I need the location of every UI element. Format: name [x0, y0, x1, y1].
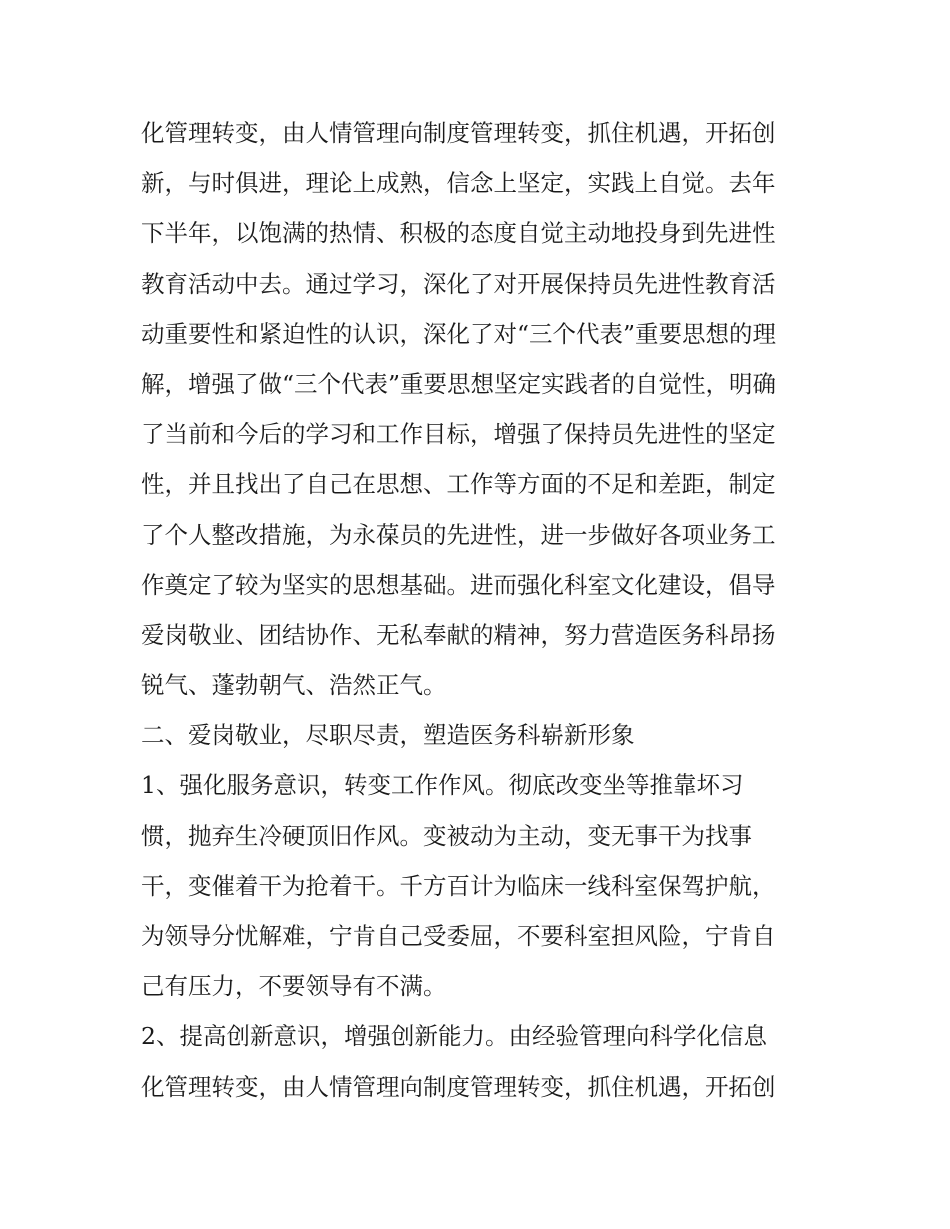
- text-line: 化管理转变，由人情管理向制度管理转变，抓住机遇，开拓创: [141, 119, 776, 147]
- text-line: 惯，抛弃生冷硬顶旧作风。变被动为主动，变无事干为找事: [141, 821, 752, 850]
- text-line: 性，并且找出了自己在思想、工作等方面的不足和差距，制定: [141, 470, 776, 499]
- text-line: 了个人整改措施，为永葆员的先进性，进一步做好各项业务工: [141, 520, 776, 549]
- text-line: 锐气、蓬勃朝气、浩然正气。: [141, 671, 447, 700]
- text-line: 为领导分忧解难，宁肯自己受委屈，不要科室担风险，宁肯自: [141, 922, 776, 950]
- text-line: 动重要性和紧迫性的认识，深化了对“三个代表”重要思想的理: [141, 319, 777, 348]
- body-text: [141, 108, 821, 1112]
- text-line: 下半年，以饱满的热情、积极的态度自觉主动地投身到先进性: [141, 219, 776, 248]
- text-line: 解，增强了做“三个代表”重要思想坚定实践者的自觉性，明确: [141, 369, 777, 398]
- text-line: 爱岗敬业、团结协作、无私奉献的精神，努力营造医务科昂扬: [141, 620, 776, 649]
- text-line: 1、强化服务意识，转变工作作风。彻底改变坐等推靠坏习: [141, 771, 744, 800]
- text-line: 化管理转变，由人情管理向制度管理转变，抓住机遇，开拓创: [141, 1072, 776, 1101]
- section-heading: 二、爱岗敬业，尽职尽责，塑造医务科崭新形象: [141, 721, 635, 750]
- text-line: 了当前和今后的学习和工作目标，增强了保持员先进性的坚定: [141, 420, 776, 449]
- text-line: 作奠定了较为坚实的思想基础。进而强化科室文化建设，倡导: [141, 570, 776, 599]
- text-line: 干，变催着干为抢着干。千方百计为临床一线科室保驾护航，: [141, 871, 776, 900]
- text-line: 教育活动中去。通过学习，深化了对开展保持员先进性教育活: [141, 269, 776, 298]
- text-line: 己有压力，不要领导有不满。: [141, 972, 447, 1001]
- text-line: 新，与时俱进，理论上成熟，信念上坚定，实践上自觉。去年: [141, 169, 776, 198]
- text-line: 2、提高创新意识，增强创新能力。由经验管理向科学化信息: [141, 1022, 767, 1051]
